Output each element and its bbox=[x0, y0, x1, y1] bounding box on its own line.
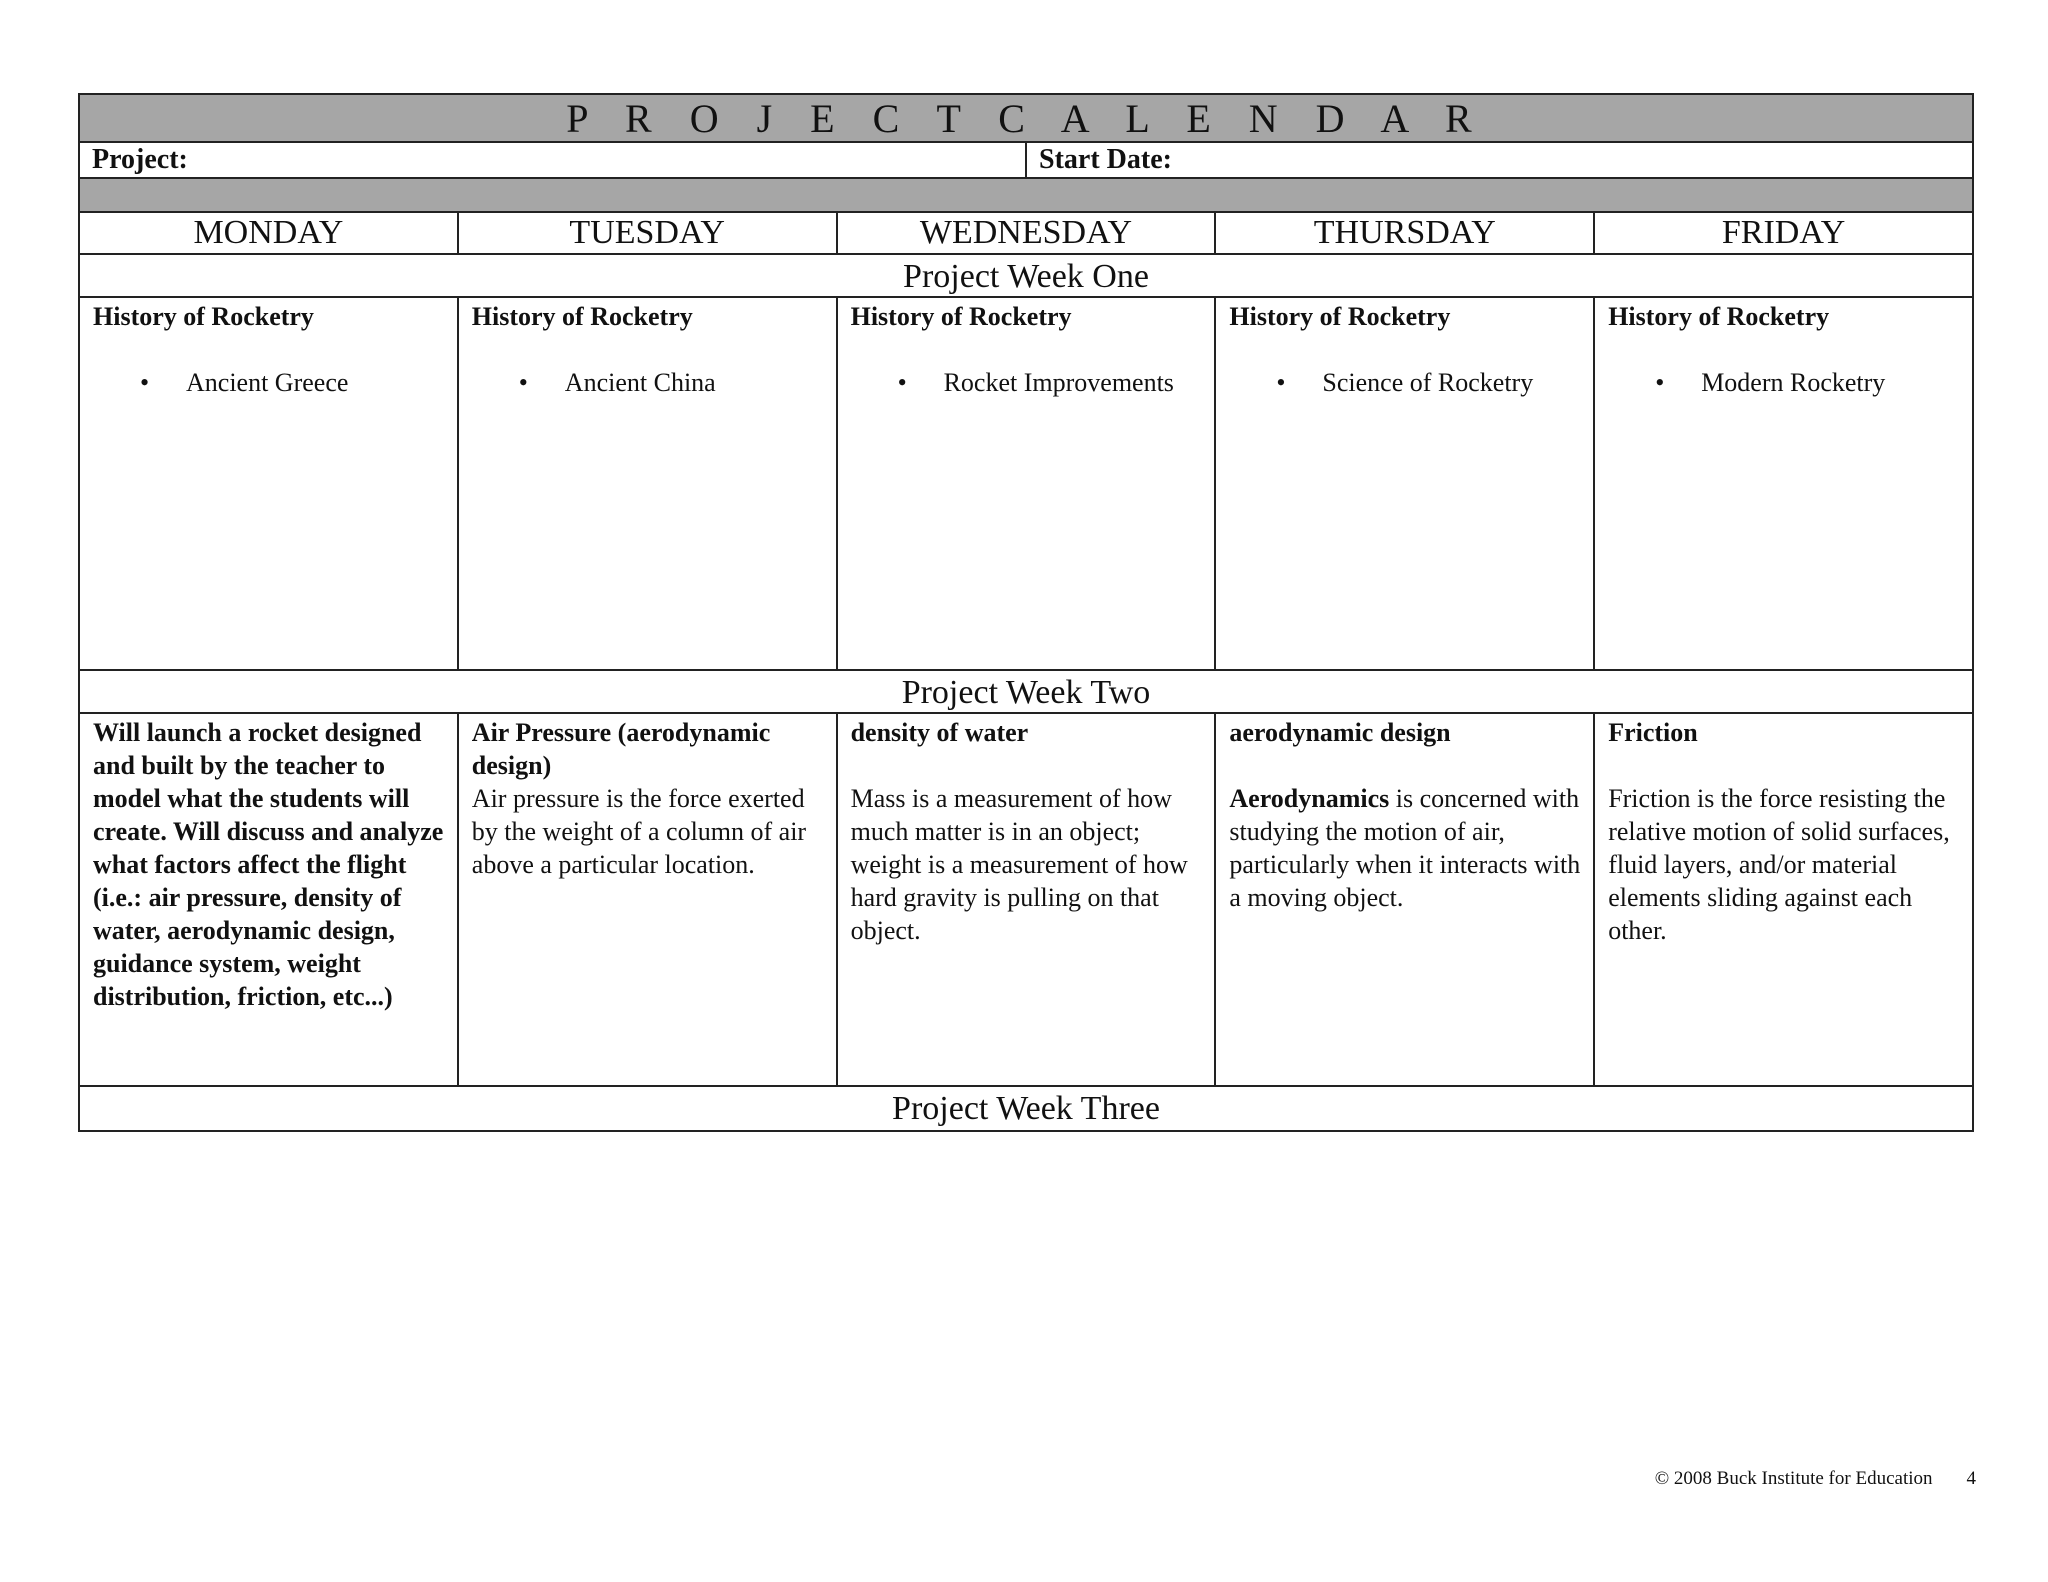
bullet-item: • Ancient Greece bbox=[93, 366, 445, 399]
cell-heading: History of Rocketry bbox=[850, 302, 1072, 331]
weekday-header-row bbox=[80, 213, 1972, 255]
week-one-friday-cell bbox=[1593, 298, 1972, 669]
footer bbox=[1655, 1468, 1976, 1490]
week-one-thursday-cell bbox=[1214, 298, 1593, 669]
bullet-list bbox=[851, 366, 1203, 399]
calendar-title: P R O J E C T C A L E N D A R bbox=[566, 95, 1486, 141]
week-one-label: Project Week One bbox=[80, 255, 1972, 298]
term-bold: Aerodynamics bbox=[1229, 784, 1390, 813]
week-one-wednesday-cell bbox=[836, 298, 1215, 669]
day-friday: FRIDAY bbox=[1593, 213, 1972, 253]
bullet-item: • Modern Rocketry bbox=[1608, 366, 1960, 399]
gray-band bbox=[80, 179, 1972, 213]
week-one-row bbox=[80, 298, 1972, 671]
week-two-row bbox=[80, 714, 1972, 1087]
start-date-label: Start Date: bbox=[1025, 143, 1972, 177]
bullet-item: • Ancient China bbox=[472, 366, 824, 399]
cell-heading: Air Pressure (aerodynamic design) bbox=[471, 718, 771, 780]
term-definition: is concerned with studying the motion of air, particularly when it interacts with a moving object. bbox=[1229, 784, 1581, 912]
cell-body: Friction is the force resisting the relative motion of solid surfaces, fluid layers, and/or material elements sliding against each other. bbox=[1608, 784, 1950, 945]
project-info-row bbox=[80, 143, 1972, 179]
day-tuesday: TUESDAY bbox=[457, 213, 836, 253]
bullet-item: • Science of Rocketry bbox=[1229, 366, 1581, 399]
spacer bbox=[1229, 749, 1581, 782]
cell-heading: Friction bbox=[1608, 718, 1698, 747]
bullet-list bbox=[472, 366, 824, 399]
day-thursday: THURSDAY bbox=[1214, 213, 1593, 253]
week-two-wednesday-cell bbox=[836, 714, 1215, 1085]
day-monday: MONDAY bbox=[193, 214, 344, 251]
bullet-item: • Rocket Improvements bbox=[851, 366, 1203, 399]
cell-text-bold: Will launch a rocket designed and built by the teacher to model what the students will create. Will discuss and analyze what factors affect the flight (i.e.: air pressure, density of water, aerodynamic design, guidance system, weight distribution, friction, etc...) bbox=[93, 718, 444, 1011]
cell-heading: History of Rocketry bbox=[1608, 302, 1830, 331]
cell-body: Mass is a measurement of how much matter is in an object; weight is a measurement of how hard gravity is pulling on that object. bbox=[850, 784, 1188, 945]
week-two-label: Project Week Two bbox=[80, 671, 1972, 714]
page-number: 4 bbox=[1966, 1468, 1976, 1489]
bullet-list bbox=[1229, 366, 1581, 399]
week-two-tuesday-cell bbox=[457, 714, 836, 1085]
copyright-text: © 2008 Buck Institute for Education bbox=[1654, 1468, 1933, 1489]
cell-heading: History of Rocketry bbox=[93, 302, 314, 331]
spacer bbox=[851, 749, 1203, 782]
week-two-friday-cell bbox=[1593, 714, 1972, 1085]
cell-heading: History of Rocketry bbox=[471, 302, 693, 331]
day-wednesday: WEDNESDAY bbox=[836, 213, 1215, 253]
spacer bbox=[1608, 749, 1960, 782]
week-two-monday-cell bbox=[80, 714, 457, 1085]
cell-body: Air pressure is the force exerted by the weight of a column of air above a particular location. bbox=[471, 784, 807, 879]
project-calendar-table bbox=[78, 93, 1974, 1132]
cell-heading: History of Rocketry bbox=[1229, 302, 1451, 331]
week-three-label: Project Week Three bbox=[892, 1090, 1160, 1127]
week-two-thursday-cell bbox=[1214, 714, 1593, 1085]
title-bar bbox=[80, 95, 1972, 143]
bullet-list bbox=[93, 366, 445, 399]
bullet-list bbox=[1608, 366, 1960, 399]
week-one-monday-cell bbox=[80, 298, 457, 669]
cell-heading: density of water bbox=[850, 718, 1029, 747]
week-one-tuesday-cell bbox=[457, 298, 836, 669]
project-label: Project: bbox=[92, 144, 188, 175]
cell-body bbox=[1229, 782, 1581, 914]
cell-heading: aerodynamic design bbox=[1229, 718, 1451, 747]
